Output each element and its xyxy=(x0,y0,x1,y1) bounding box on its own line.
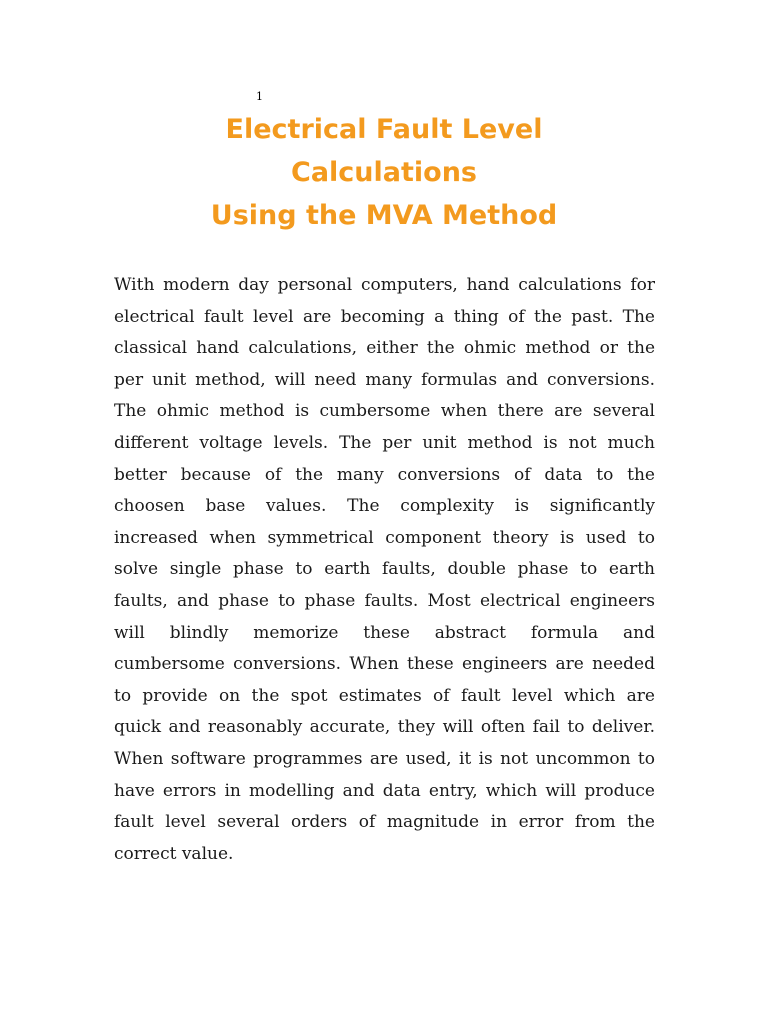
body-line: choosen base values. The complexity is significantly xyxy=(114,496,655,517)
body-line: to provide on the spot estimates of fault level which are xyxy=(114,685,655,706)
body-line: have errors in modelling and data entry, which will produce xyxy=(114,780,655,801)
body-line: When software programmes are used, it is not uncommon to xyxy=(114,748,655,769)
body-line: classical hand calculations, either the ohmic method or the xyxy=(114,338,655,359)
body-line: faults, and phase to phase faults. Most electrical engineers xyxy=(114,590,655,611)
body-line: solve single phase to earth faults, double phase to earth xyxy=(114,559,655,580)
body-line: quick and reasonably accurate, they will often fail to deliver. xyxy=(114,717,655,738)
body-paragraph xyxy=(114,270,655,870)
body-line: fault level several orders of magnitude in error from the xyxy=(114,812,655,833)
body-line: electrical fault level are becoming a thing of the past. The xyxy=(114,306,655,327)
title-line-3: Using the MVA Method xyxy=(210,200,558,231)
document-title xyxy=(0,108,768,237)
body-line: different voltage levels. The per unit method is not much xyxy=(114,432,655,453)
body-line: With modern day personal computers, hand calculations for xyxy=(114,275,655,295)
page-number: 1 xyxy=(256,90,263,103)
body-line: increased when symmetrical component theory is used to xyxy=(114,527,655,548)
body-line: correct value. xyxy=(114,843,234,864)
body-line: will blindly memorize these abstract formula and xyxy=(114,622,655,643)
title-line-2: Calculations xyxy=(291,157,477,188)
body-line: per unit method, will need many formulas and conversions. xyxy=(114,369,655,390)
body-line: cumbersome conversions. When these engineers are needed xyxy=(114,654,655,675)
body-line: The ohmic method is cumbersome when there are several xyxy=(114,401,655,422)
body-line: better because of the many conversions of data to the xyxy=(114,464,655,485)
title-line-1: Electrical Fault Level xyxy=(225,114,543,145)
